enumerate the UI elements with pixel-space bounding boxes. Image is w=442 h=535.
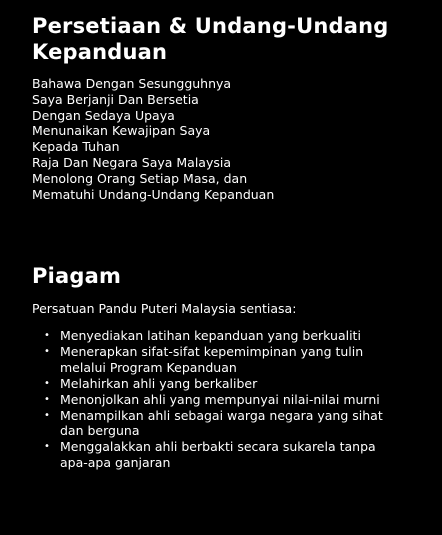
- charter-title: Piagam: [32, 264, 122, 288]
- pledge-line: Saya Berjanji Dan Bersetia: [32, 91, 199, 107]
- pledge-line: Menunaikan Kewajipan Saya: [32, 123, 211, 139]
- list-item-text: Menyediakan latihan kepanduan yang berkualiti: [60, 328, 361, 343]
- list-item-text: Menampilkan ahli sebagai warga negara yang sihat dan berguna: [60, 407, 383, 438]
- pledge-line: Menolong Orang Setiap Masa, dan: [32, 170, 248, 186]
- bullet-icon: •: [44, 441, 50, 452]
- pledge-line: Bahawa Dengan Sesungguhnya: [32, 76, 232, 91]
- pledge-line: Kepada Tuhan: [32, 139, 120, 155]
- charter-list: [44, 328, 404, 471]
- list-item: [44, 439, 404, 470]
- list-item: [44, 408, 404, 439]
- pledge-line: Mematuhi Undang-Undang Kepanduan: [32, 186, 275, 202]
- bullet-icon: •: [44, 409, 50, 421]
- pledge-title: Persetiaan & Undang-Undang Kepanduan: [32, 14, 389, 64]
- list-item-text: Menerapkan sifat-sifat kepemimpinan yang tulin melalui Program Kepanduan: [60, 344, 364, 375]
- pledge-lines: [32, 76, 274, 202]
- bullet-icon: •: [44, 346, 50, 357]
- list-item: [44, 392, 404, 408]
- pledge-line: Dengan Sedaya Upaya: [32, 107, 175, 123]
- bullet-icon: •: [44, 377, 50, 389]
- list-item-text: Menonjolkan ahli yang mempunyai nilai-nilai murni: [60, 391, 380, 407]
- list-item: [44, 328, 404, 344]
- list-item: [44, 344, 404, 375]
- list-item-text: Menggalakkan ahli berbakti secara sukarela tanpa apa-apa ganjaran: [60, 439, 376, 470]
- charter-intro: Persatuan Pandu Puteri Malaysia sentiasa:: [32, 301, 297, 316]
- pledge-line: Raja Dan Negara Saya Malaysia: [32, 154, 232, 170]
- list-item: [44, 376, 404, 392]
- bullet-icon: •: [44, 393, 50, 405]
- bullet-icon: •: [44, 330, 50, 341]
- list-item-text: Melahirkan ahli yang berkaliber: [60, 375, 258, 391]
